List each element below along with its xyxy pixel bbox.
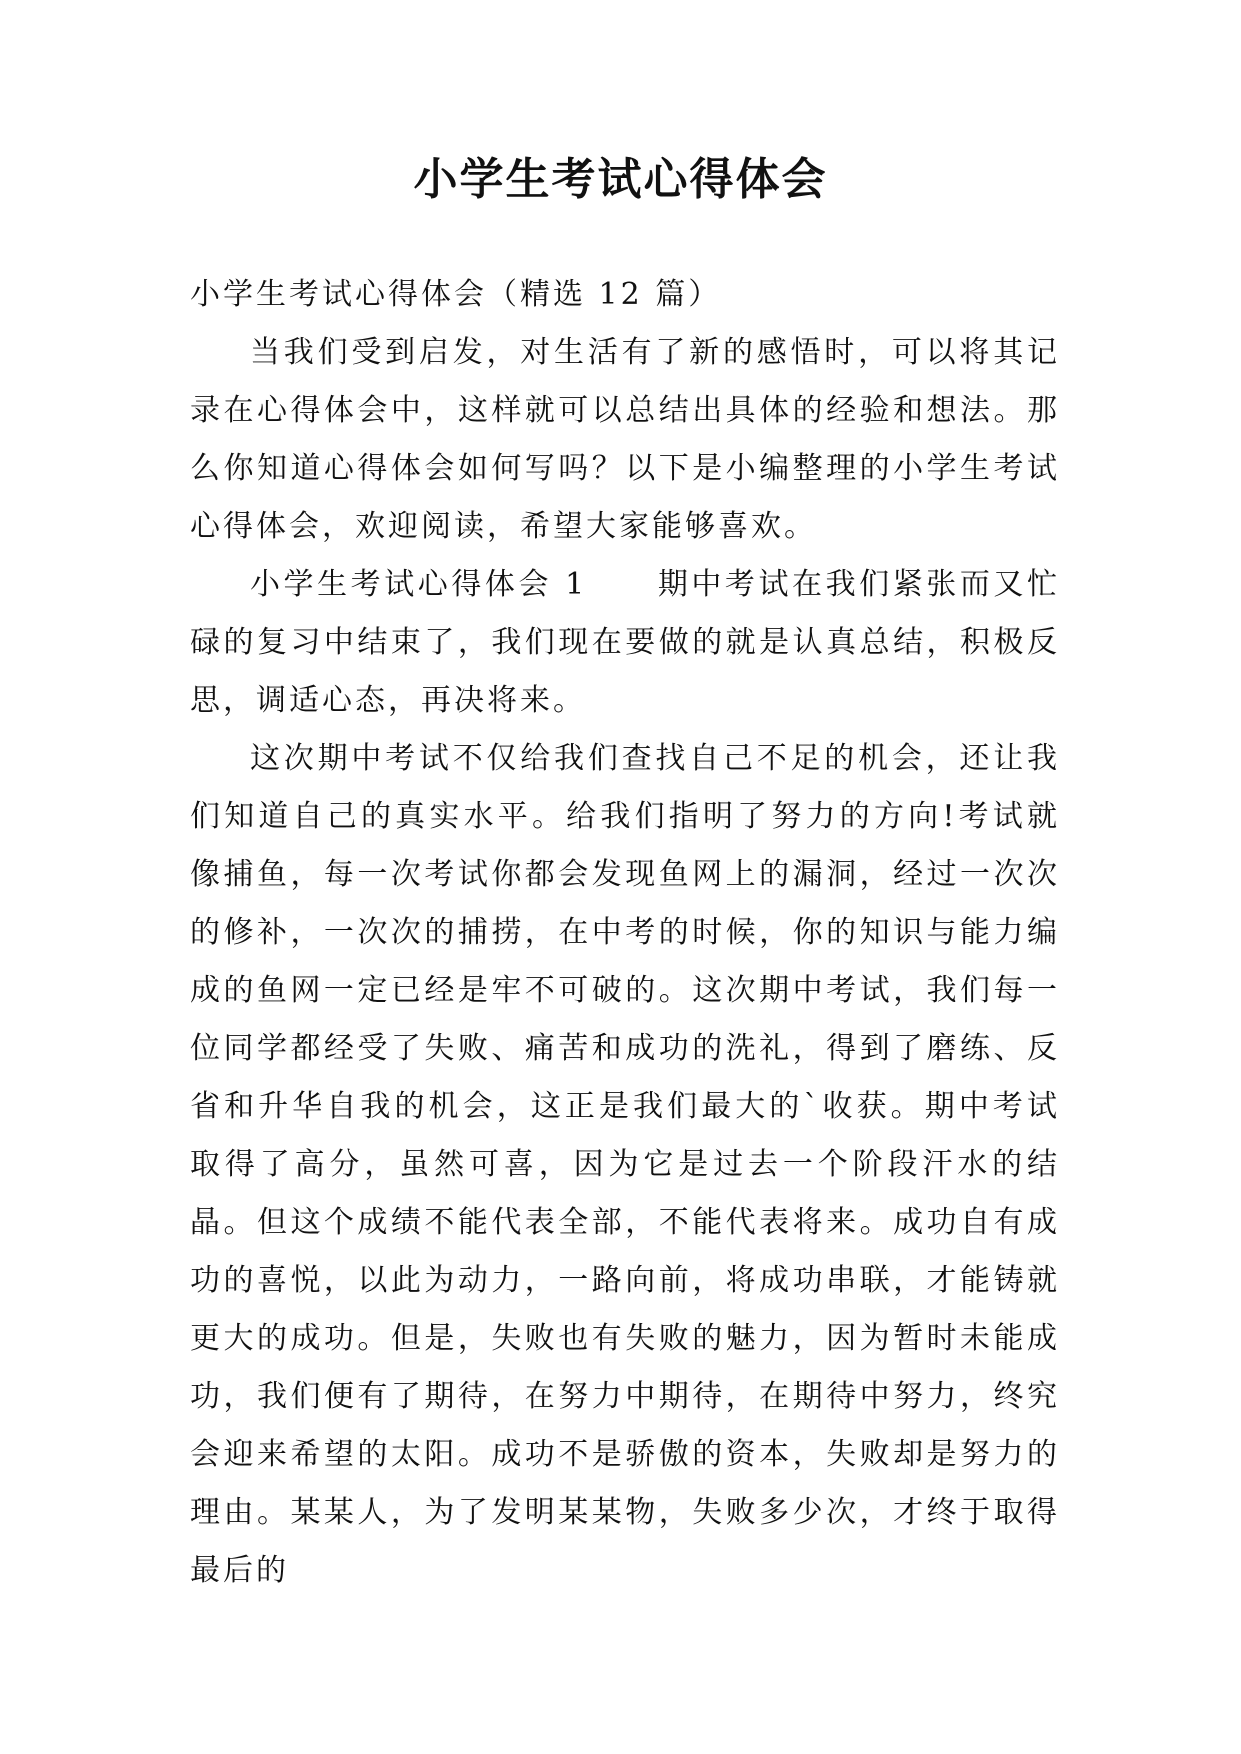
section-1-heading: 小学生考试心得体会 1 [250,567,588,602]
section-1-paragraph [190,556,1060,730]
document-body [190,266,1060,1600]
intro-paragraph: 当我们受到启发，对生活有了新的感悟时，可以将其记录在心得体会中，这样就可以总结出具体的经验和想法。那么你知道心得体会如何写吗？以下是小编整理的小学生考试心得体会，欢迎阅读，希望大家能够喜欢。 [190,335,1060,544]
document-subtitle: 小学生考试心得体会（精选 12 篇） [190,277,722,312]
document-title: 小学生考试心得体会 [413,154,828,205]
section-1-first-text: 期中考试在我们紧张而又忙碌的复习中结束了，我们现在要做的就是认真总结，积极反思，调适心态，再决将来。 [190,567,1060,718]
section-1-paragraph-2: 这次期中考试不仅给我们查找自己不足的机会，还让我们知道自己的真实水平。给我们指明了努力的方向!考试就像捕鱼，每一次考试你都会发现鱼网上的漏洞，经过一次次的修补，一次次的捕捞，在中考的时候，你的知识与能力编成的鱼网一定已经是牢不可破的。这次期中考试，我们每一位同学都经受了失败、痛苦和成功的洗礼，得到了磨练、反省和升华自我的机会，这正是我们最大的`收获。期中考试取得了高分，虽然可喜，因为它是过去一个阶段汗水的结晶。但这个成绩不能代表全部，不能代表将来。成功自有成功的喜悦，以此为动力，一路向前，将成功串联，才能铸就更大的成功。但是，失败也有失败的魅力，因为暂时未能成功，我们便有了期待，在努力中期待，在期待中努力，终究会迎来希望的太阳。成功不是骄傲的资本，失败却是努力的理由。某某人，为了发明某某物，失败多少次，才终于取得最后的 [190,741,1060,1588]
